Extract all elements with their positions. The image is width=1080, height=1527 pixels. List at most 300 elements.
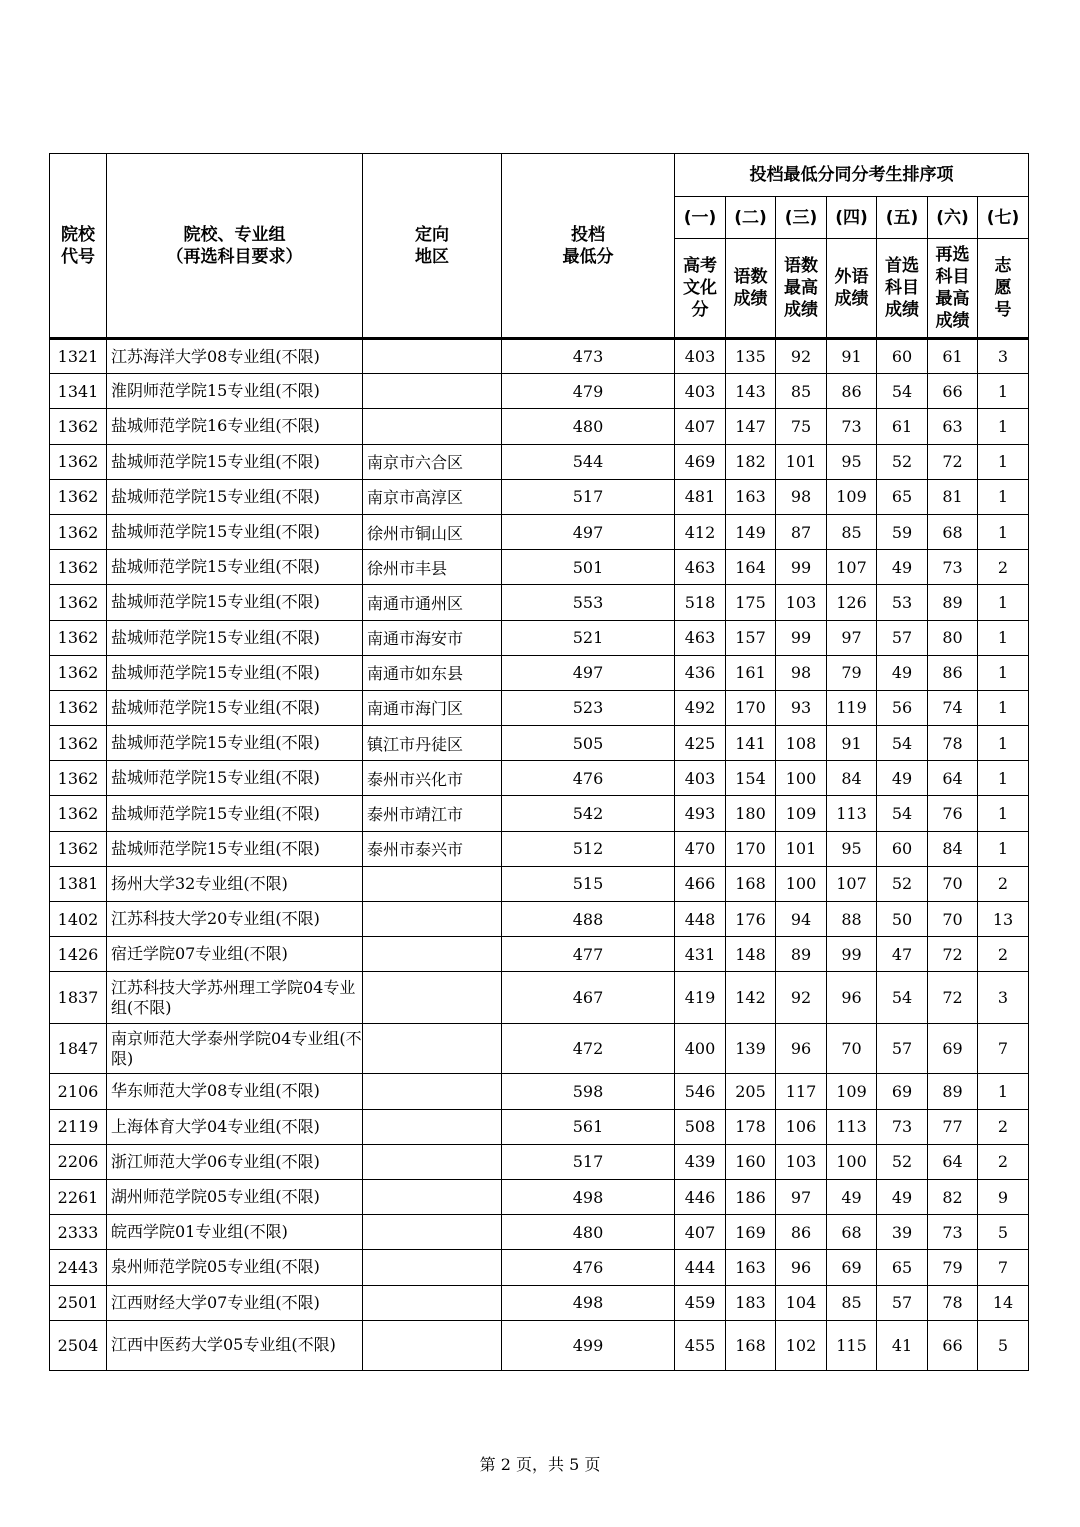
cell-min-score: 498 bbox=[502, 1179, 675, 1214]
cell-s3: 104 bbox=[776, 1285, 827, 1320]
cell-s7: 2 bbox=[978, 550, 1029, 585]
cell-s1: 470 bbox=[675, 831, 726, 866]
cell-s2: 183 bbox=[726, 1285, 776, 1320]
cell-s4: 68 bbox=[827, 1215, 877, 1250]
cell-s6: 86 bbox=[928, 655, 978, 690]
cell-code: 1321 bbox=[50, 339, 107, 374]
cell-s4: 73 bbox=[827, 409, 877, 444]
cell-min-score: 480 bbox=[502, 409, 675, 444]
cell-s6: 68 bbox=[928, 514, 978, 549]
cell-s5: 61 bbox=[877, 409, 928, 444]
cell-s5: 52 bbox=[877, 866, 928, 901]
cell-s7: 9 bbox=[978, 1179, 1029, 1214]
header-sub-label: 首选 科目 成绩 bbox=[877, 239, 928, 339]
header-sub-num: (三) bbox=[776, 197, 827, 239]
cell-s4: 119 bbox=[827, 690, 877, 725]
table-row bbox=[50, 479, 1029, 514]
cell-s5: 50 bbox=[877, 902, 928, 937]
header-name: 院校、专业组 （再选科目要求） bbox=[107, 154, 363, 339]
cell-s4: 97 bbox=[827, 620, 877, 655]
cell-s1: 403 bbox=[675, 761, 726, 796]
cell-s2: 170 bbox=[726, 690, 776, 725]
cell-s7: 1 bbox=[978, 479, 1029, 514]
cell-s7: 7 bbox=[978, 1024, 1029, 1074]
header-sub-label: 语数 成绩 bbox=[726, 239, 776, 339]
cell-min-score: 497 bbox=[502, 514, 675, 549]
cell-s6: 74 bbox=[928, 690, 978, 725]
cell-s6: 73 bbox=[928, 550, 978, 585]
cell-s1: 466 bbox=[675, 866, 726, 901]
cell-s3: 89 bbox=[776, 937, 827, 972]
cell-s2: 168 bbox=[726, 866, 776, 901]
cell-s1: 407 bbox=[675, 1215, 726, 1250]
cell-code: 1362 bbox=[50, 409, 107, 444]
cell-s5: 65 bbox=[877, 479, 928, 514]
cell-s7: 1 bbox=[978, 374, 1029, 409]
cell-s7: 2 bbox=[978, 937, 1029, 972]
cell-s6: 89 bbox=[928, 585, 978, 620]
cell-min-score: 544 bbox=[502, 444, 675, 479]
cell-region bbox=[363, 1250, 502, 1285]
cell-s1: 403 bbox=[675, 374, 726, 409]
cell-code: 1362 bbox=[50, 514, 107, 549]
cell-s1: 493 bbox=[675, 796, 726, 831]
cell-s3: 103 bbox=[776, 585, 827, 620]
cell-s2: 180 bbox=[726, 796, 776, 831]
cell-region: 南京市六合区 bbox=[363, 444, 502, 479]
cell-s3: 102 bbox=[776, 1320, 827, 1370]
cell-min-score: 517 bbox=[502, 1144, 675, 1179]
cell-s5: 49 bbox=[877, 761, 928, 796]
cell-s6: 78 bbox=[928, 1285, 978, 1320]
cell-name: 泉州师范学院05专业组(不限) bbox=[107, 1250, 363, 1285]
cell-s4: 86 bbox=[827, 374, 877, 409]
cell-min-score: 497 bbox=[502, 655, 675, 690]
cell-s5: 39 bbox=[877, 1215, 928, 1250]
cell-min-score: 553 bbox=[502, 585, 675, 620]
cell-name: 淮阴师范学院15专业组(不限) bbox=[107, 374, 363, 409]
cell-s4: 113 bbox=[827, 1109, 877, 1144]
cell-s5: 59 bbox=[877, 514, 928, 549]
cell-s7: 1 bbox=[978, 655, 1029, 690]
header-sub-num: (一) bbox=[675, 197, 726, 239]
cell-s5: 57 bbox=[877, 620, 928, 655]
cell-s6: 72 bbox=[928, 444, 978, 479]
cell-s4: 107 bbox=[827, 550, 877, 585]
cell-name: 江苏海洋大学08专业组(不限) bbox=[107, 339, 363, 374]
cell-s7: 2 bbox=[978, 866, 1029, 901]
cell-s7: 3 bbox=[978, 339, 1029, 374]
cell-name: 盐城师范学院15专业组(不限) bbox=[107, 585, 363, 620]
cell-s3: 100 bbox=[776, 761, 827, 796]
cell-s3: 96 bbox=[776, 1250, 827, 1285]
cell-code: 1362 bbox=[50, 444, 107, 479]
cell-s2: 139 bbox=[726, 1024, 776, 1074]
cell-s7: 1 bbox=[978, 726, 1029, 761]
header-sub-num: (二) bbox=[726, 197, 776, 239]
cell-name: 皖西学院01专业组(不限) bbox=[107, 1215, 363, 1250]
cell-s1: 448 bbox=[675, 902, 726, 937]
cell-s5: 54 bbox=[877, 796, 928, 831]
cell-region bbox=[363, 866, 502, 901]
cell-name: 盐城师范学院15专业组(不限) bbox=[107, 761, 363, 796]
cell-s3: 92 bbox=[776, 339, 827, 374]
cell-s7: 1 bbox=[978, 620, 1029, 655]
cell-s6: 69 bbox=[928, 1024, 978, 1074]
cell-s3: 85 bbox=[776, 374, 827, 409]
cell-s2: 176 bbox=[726, 902, 776, 937]
cell-s6: 89 bbox=[928, 1074, 978, 1109]
cell-name: 华东师范大学08专业组(不限) bbox=[107, 1074, 363, 1109]
cell-code: 1362 bbox=[50, 655, 107, 690]
cell-s4: 126 bbox=[827, 585, 877, 620]
cell-s4: 85 bbox=[827, 514, 877, 549]
cell-s3: 101 bbox=[776, 444, 827, 479]
cell-s6: 72 bbox=[928, 937, 978, 972]
cell-s5: 54 bbox=[877, 374, 928, 409]
cell-s2: 148 bbox=[726, 937, 776, 972]
table-row bbox=[50, 655, 1029, 690]
cell-region: 镇江市丹徒区 bbox=[363, 726, 502, 761]
cell-code: 1847 bbox=[50, 1024, 107, 1074]
cell-s6: 77 bbox=[928, 1109, 978, 1144]
cell-region bbox=[363, 972, 502, 1024]
cell-s6: 64 bbox=[928, 1144, 978, 1179]
header-sub-label: 外语 成绩 bbox=[827, 239, 877, 339]
cell-s5: 57 bbox=[877, 1285, 928, 1320]
cell-s6: 73 bbox=[928, 1215, 978, 1250]
cell-code: 1362 bbox=[50, 620, 107, 655]
cell-s3: 97 bbox=[776, 1179, 827, 1214]
cell-code: 2443 bbox=[50, 1250, 107, 1285]
cell-s2: 164 bbox=[726, 550, 776, 585]
cell-region: 徐州市铜山区 bbox=[363, 514, 502, 549]
header-sub-label: 语数 最高 成绩 bbox=[776, 239, 827, 339]
cell-s5: 52 bbox=[877, 1144, 928, 1179]
cell-region: 南通市海门区 bbox=[363, 690, 502, 725]
cell-s1: 463 bbox=[675, 550, 726, 585]
cell-s1: 546 bbox=[675, 1074, 726, 1109]
cell-s3: 103 bbox=[776, 1144, 827, 1179]
cell-region: 南通市通州区 bbox=[363, 585, 502, 620]
cell-s5: 49 bbox=[877, 550, 928, 585]
cell-s1: 431 bbox=[675, 937, 726, 972]
cell-s6: 81 bbox=[928, 479, 978, 514]
cell-min-score: 598 bbox=[502, 1074, 675, 1109]
table-row bbox=[50, 1320, 1029, 1370]
cell-s4: 88 bbox=[827, 902, 877, 937]
cell-s3: 99 bbox=[776, 550, 827, 585]
table-row bbox=[50, 937, 1029, 972]
cell-s3: 96 bbox=[776, 1024, 827, 1074]
table-row bbox=[50, 761, 1029, 796]
cell-name: 盐城师范学院15专业组(不限) bbox=[107, 514, 363, 549]
cell-s7: 7 bbox=[978, 1250, 1029, 1285]
cell-s3: 109 bbox=[776, 796, 827, 831]
cell-s6: 66 bbox=[928, 1320, 978, 1370]
cell-s3: 117 bbox=[776, 1074, 827, 1109]
cell-min-score: 498 bbox=[502, 1285, 675, 1320]
cell-region: 泰州市靖江市 bbox=[363, 796, 502, 831]
cell-s1: 481 bbox=[675, 479, 726, 514]
cell-s4: 91 bbox=[827, 726, 877, 761]
table-row bbox=[50, 339, 1029, 374]
cell-code: 1426 bbox=[50, 937, 107, 972]
cell-s3: 99 bbox=[776, 620, 827, 655]
cell-s5: 65 bbox=[877, 1250, 928, 1285]
cell-region bbox=[363, 902, 502, 937]
cell-s4: 95 bbox=[827, 444, 877, 479]
cell-s1: 508 bbox=[675, 1109, 726, 1144]
cell-s1: 403 bbox=[675, 339, 726, 374]
cell-s3: 92 bbox=[776, 972, 827, 1024]
cell-code: 1362 bbox=[50, 550, 107, 585]
cell-min-score: 512 bbox=[502, 831, 675, 866]
table-row bbox=[50, 972, 1029, 1024]
cell-code: 2261 bbox=[50, 1179, 107, 1214]
cell-s5: 47 bbox=[877, 937, 928, 972]
cell-s1: 419 bbox=[675, 972, 726, 1024]
cell-s5: 49 bbox=[877, 655, 928, 690]
cell-name: 江苏科技大学20专业组(不限) bbox=[107, 902, 363, 937]
cell-s3: 87 bbox=[776, 514, 827, 549]
header-min-score: 投档 最低分 bbox=[502, 154, 675, 339]
cell-name: 上海体育大学04专业组(不限) bbox=[107, 1109, 363, 1144]
cell-s5: 73 bbox=[877, 1109, 928, 1144]
table-row bbox=[50, 690, 1029, 725]
header-sub-num: (七) bbox=[978, 197, 1029, 239]
cell-s4: 109 bbox=[827, 479, 877, 514]
cell-s1: 463 bbox=[675, 620, 726, 655]
table-row bbox=[50, 1285, 1029, 1320]
cell-s6: 70 bbox=[928, 866, 978, 901]
table-body bbox=[50, 339, 1029, 1371]
cell-s2: 147 bbox=[726, 409, 776, 444]
cell-code: 1381 bbox=[50, 866, 107, 901]
cell-s4: 115 bbox=[827, 1320, 877, 1370]
cell-s7: 13 bbox=[978, 902, 1029, 937]
cell-s2: 143 bbox=[726, 374, 776, 409]
cell-region bbox=[363, 937, 502, 972]
cell-min-score: 542 bbox=[502, 796, 675, 831]
cell-s1: 492 bbox=[675, 690, 726, 725]
cell-s4: 69 bbox=[827, 1250, 877, 1285]
cell-name: 扬州大学32专业组(不限) bbox=[107, 866, 363, 901]
cell-s2: 161 bbox=[726, 655, 776, 690]
cell-min-score: 523 bbox=[502, 690, 675, 725]
cell-s7: 1 bbox=[978, 1074, 1029, 1109]
cell-s7: 1 bbox=[978, 444, 1029, 479]
header-sub-num: (四) bbox=[827, 197, 877, 239]
cell-code: 2504 bbox=[50, 1320, 107, 1370]
cell-s4: 100 bbox=[827, 1144, 877, 1179]
cell-s6: 70 bbox=[928, 902, 978, 937]
cell-s2: 157 bbox=[726, 620, 776, 655]
cell-s2: 175 bbox=[726, 585, 776, 620]
cell-s4: 79 bbox=[827, 655, 877, 690]
cell-name: 盐城师范学院15专业组(不限) bbox=[107, 655, 363, 690]
cell-region: 泰州市兴化市 bbox=[363, 761, 502, 796]
header-sub-label: 高考 文化 分 bbox=[675, 239, 726, 339]
cell-s5: 57 bbox=[877, 1024, 928, 1074]
cell-s1: 436 bbox=[675, 655, 726, 690]
cell-s2: 149 bbox=[726, 514, 776, 549]
cell-s1: 455 bbox=[675, 1320, 726, 1370]
cell-s2: 186 bbox=[726, 1179, 776, 1214]
cell-region bbox=[363, 1285, 502, 1320]
cell-min-score: 517 bbox=[502, 479, 675, 514]
table-row bbox=[50, 1250, 1029, 1285]
header-tie-title: 投档最低分同分考生排序项 bbox=[675, 154, 1029, 197]
cell-region: 泰州市泰兴市 bbox=[363, 831, 502, 866]
cell-s2: 141 bbox=[726, 726, 776, 761]
table-row bbox=[50, 831, 1029, 866]
cell-code: 1362 bbox=[50, 726, 107, 761]
cell-s6: 76 bbox=[928, 796, 978, 831]
header-sub-label: 再选 科目 最高 成绩 bbox=[928, 239, 978, 339]
cell-s2: 168 bbox=[726, 1320, 776, 1370]
header-sub-label: 志 愿 号 bbox=[978, 239, 1029, 339]
cell-min-score: 505 bbox=[502, 726, 675, 761]
cell-min-score: 467 bbox=[502, 972, 675, 1024]
cell-s4: 84 bbox=[827, 761, 877, 796]
cell-s1: 400 bbox=[675, 1024, 726, 1074]
cell-s1: 444 bbox=[675, 1250, 726, 1285]
cell-code: 2501 bbox=[50, 1285, 107, 1320]
table-row bbox=[50, 585, 1029, 620]
cell-min-score: 501 bbox=[502, 550, 675, 585]
cell-s7: 3 bbox=[978, 972, 1029, 1024]
cell-s6: 66 bbox=[928, 374, 978, 409]
cell-code: 1362 bbox=[50, 690, 107, 725]
cell-s1: 459 bbox=[675, 1285, 726, 1320]
cell-name: 盐城师范学院15专业组(不限) bbox=[107, 796, 363, 831]
cell-s2: 182 bbox=[726, 444, 776, 479]
cell-region bbox=[363, 1074, 502, 1109]
cell-region bbox=[363, 409, 502, 444]
cell-name: 盐城师范学院15专业组(不限) bbox=[107, 831, 363, 866]
cell-min-score: 499 bbox=[502, 1320, 675, 1370]
cell-code: 2206 bbox=[50, 1144, 107, 1179]
cell-s4: 91 bbox=[827, 339, 877, 374]
cell-s5: 52 bbox=[877, 444, 928, 479]
cell-min-score: 477 bbox=[502, 937, 675, 972]
table-row bbox=[50, 1144, 1029, 1179]
cell-s7: 5 bbox=[978, 1215, 1029, 1250]
cell-s6: 72 bbox=[928, 972, 978, 1024]
table-header bbox=[50, 154, 1029, 339]
cell-region bbox=[363, 1179, 502, 1214]
cell-s6: 61 bbox=[928, 339, 978, 374]
cell-s5: 54 bbox=[877, 726, 928, 761]
cell-s2: 169 bbox=[726, 1215, 776, 1250]
cell-region bbox=[363, 1109, 502, 1144]
table-row bbox=[50, 1109, 1029, 1144]
cell-s2: 205 bbox=[726, 1074, 776, 1109]
cell-min-score: 476 bbox=[502, 1250, 675, 1285]
cell-s2: 163 bbox=[726, 479, 776, 514]
cell-s5: 69 bbox=[877, 1074, 928, 1109]
cell-s7: 1 bbox=[978, 796, 1029, 831]
header-code: 院校 代号 bbox=[50, 154, 107, 339]
cell-s5: 54 bbox=[877, 972, 928, 1024]
cell-region bbox=[363, 1215, 502, 1250]
cell-region bbox=[363, 374, 502, 409]
table-row bbox=[50, 726, 1029, 761]
cell-s5: 49 bbox=[877, 1179, 928, 1214]
cell-code: 1362 bbox=[50, 761, 107, 796]
cell-min-score: 561 bbox=[502, 1109, 675, 1144]
cell-s6: 64 bbox=[928, 761, 978, 796]
cell-name: 盐城师范学院16专业组(不限) bbox=[107, 409, 363, 444]
cell-s2: 170 bbox=[726, 831, 776, 866]
table-row bbox=[50, 1215, 1029, 1250]
cell-code: 1402 bbox=[50, 902, 107, 937]
table-row bbox=[50, 550, 1029, 585]
cell-name: 盐城师范学院15专业组(不限) bbox=[107, 690, 363, 725]
cell-s4: 107 bbox=[827, 866, 877, 901]
table-row bbox=[50, 902, 1029, 937]
cell-s4: 96 bbox=[827, 972, 877, 1024]
cell-s1: 439 bbox=[675, 1144, 726, 1179]
table-row bbox=[50, 514, 1029, 549]
cell-region bbox=[363, 1320, 502, 1370]
cell-s7: 1 bbox=[978, 514, 1029, 549]
table-row bbox=[50, 409, 1029, 444]
table-row bbox=[50, 444, 1029, 479]
cell-s4: 70 bbox=[827, 1024, 877, 1074]
cell-s3: 106 bbox=[776, 1109, 827, 1144]
cell-min-score: 521 bbox=[502, 620, 675, 655]
cell-name: 宿迁学院07专业组(不限) bbox=[107, 937, 363, 972]
cell-s7: 1 bbox=[978, 585, 1029, 620]
cell-region: 南京市高淳区 bbox=[363, 479, 502, 514]
cell-code: 1362 bbox=[50, 796, 107, 831]
cell-name: 湖州师范学院05专业组(不限) bbox=[107, 1179, 363, 1214]
cell-code: 1837 bbox=[50, 972, 107, 1024]
cell-min-score: 473 bbox=[502, 339, 675, 374]
cell-s3: 98 bbox=[776, 479, 827, 514]
cell-s3: 75 bbox=[776, 409, 827, 444]
cell-s7: 1 bbox=[978, 409, 1029, 444]
cell-s2: 160 bbox=[726, 1144, 776, 1179]
table-row bbox=[50, 796, 1029, 831]
cell-s3: 98 bbox=[776, 655, 827, 690]
cell-s1: 469 bbox=[675, 444, 726, 479]
cell-name: 浙江师范大学06专业组(不限) bbox=[107, 1144, 363, 1179]
page-footer: 第 2 页，共 5 页 bbox=[479, 1455, 601, 1474]
cell-code: 1362 bbox=[50, 831, 107, 866]
cell-region bbox=[363, 1024, 502, 1074]
cell-name: 盐城师范学院15专业组(不限) bbox=[107, 444, 363, 479]
cell-s1: 446 bbox=[675, 1179, 726, 1214]
cell-s4: 109 bbox=[827, 1074, 877, 1109]
cell-code: 2106 bbox=[50, 1074, 107, 1109]
cell-s1: 407 bbox=[675, 409, 726, 444]
cell-s7: 14 bbox=[978, 1285, 1029, 1320]
cell-code: 2333 bbox=[50, 1215, 107, 1250]
cell-s6: 63 bbox=[928, 409, 978, 444]
cell-s7: 1 bbox=[978, 690, 1029, 725]
cell-s6: 80 bbox=[928, 620, 978, 655]
cell-name: 江西财经大学07专业组(不限) bbox=[107, 1285, 363, 1320]
cell-min-score: 488 bbox=[502, 902, 675, 937]
cell-s3: 86 bbox=[776, 1215, 827, 1250]
table-row bbox=[50, 866, 1029, 901]
header-sub-num: (六) bbox=[928, 197, 978, 239]
cell-name: 盐城师范学院15专业组(不限) bbox=[107, 550, 363, 585]
cell-s4: 49 bbox=[827, 1179, 877, 1214]
